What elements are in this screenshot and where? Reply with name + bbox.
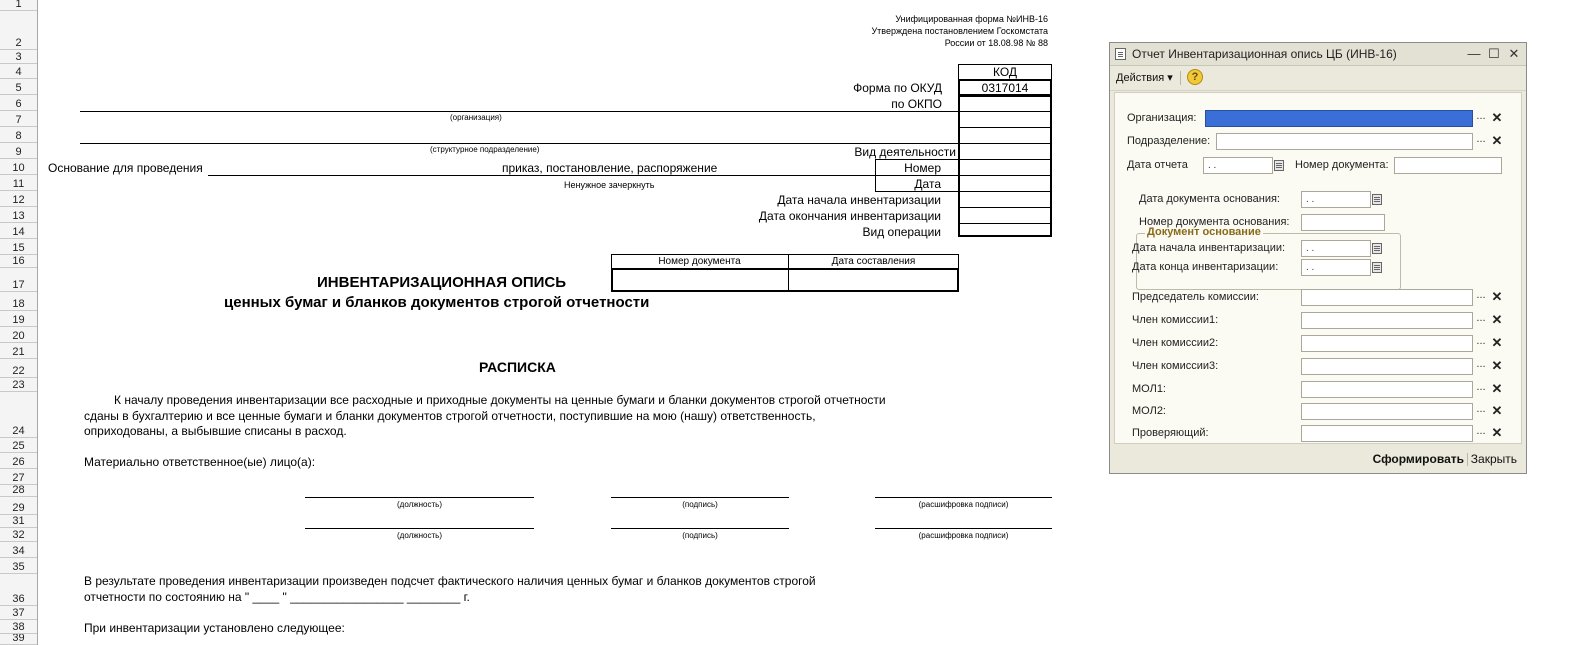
person-label: Проверяющий:: [1132, 427, 1209, 439]
report-date-input[interactable]: . .: [1203, 157, 1273, 174]
inv-end-date-label: Дата конца инвентаризации:: [1132, 261, 1279, 273]
organization-select-button[interactable]: ...: [1476, 110, 1486, 122]
okud-value: 0317014: [958, 79, 1052, 96]
row-number[interactable]: 35: [0, 558, 37, 574]
person-input[interactable]: [1301, 312, 1473, 329]
doc-number-col: Номер документа: [658, 256, 741, 267]
caption-decode-1: (расшифровка подписи): [918, 500, 1009, 509]
row-number[interactable]: 39: [0, 634, 37, 645]
para3: При инвентаризации установлено следующее:: [84, 621, 345, 635]
row-number[interactable]: 19: [0, 311, 37, 327]
row-number[interactable]: 25: [0, 438, 37, 453]
dialog-form-panel: [1114, 92, 1522, 444]
kod-header: КОД: [958, 64, 1052, 80]
row-number[interactable]: 3: [0, 50, 37, 64]
row-number[interactable]: 16: [0, 255, 37, 268]
row-number[interactable]: 11: [0, 175, 37, 191]
person-label: МОЛ2:: [1132, 405, 1166, 417]
dialog-title: Отчет Инвентаризационная опись ЦБ (ИНВ-16): [1132, 47, 1397, 61]
person-label: МОЛ1:: [1132, 383, 1166, 395]
subdivision-label: Подразделение:: [1127, 135, 1211, 147]
toolbar-separator: [1180, 71, 1181, 85]
title-main: ИНВЕНТАРИЗАЦИОННАЯ ОПИСЬ: [317, 274, 567, 291]
person-select-button[interactable]: ...: [1476, 289, 1486, 301]
row-header: [0, 0, 38, 645]
row-number[interactable]: 24: [0, 392, 37, 438]
caption-decode-2: (расшифровка подписи): [918, 531, 1009, 540]
basis-date-label: Дата документа основания:: [1139, 193, 1280, 205]
row-number[interactable]: 38: [0, 620, 37, 634]
form-header-1: Унифицированная форма №ИНВ-16: [895, 14, 1048, 24]
row-number[interactable]: 17: [0, 268, 37, 292]
row-number[interactable]: 23: [0, 378, 37, 392]
person-label: Председатель комиссии:: [1132, 291, 1259, 303]
inv-start-label: Дата начала инвентаризации: [777, 193, 941, 207]
basis-number-label: Номер документа основания:: [1139, 216, 1290, 228]
row-number[interactable]: 7: [0, 111, 37, 127]
doc-date-col: Дата составления: [831, 256, 916, 267]
footer-separator: [1467, 453, 1468, 466]
subdivision-clear-button[interactable]: ✕: [1491, 133, 1503, 148]
para2-line2: отчетности по состоянию на " ____ " _________________ ________ г.: [84, 590, 470, 604]
person-input[interactable]: [1301, 425, 1473, 442]
person-clear-button[interactable]: ✕: [1491, 358, 1503, 373]
row-number[interactable]: 29: [0, 497, 37, 515]
person-select-button[interactable]: ...: [1476, 335, 1486, 347]
person-label: Член комиссии1:: [1132, 314, 1219, 326]
organization-clear-button[interactable]: ✕: [1491, 110, 1503, 125]
person-select-button[interactable]: ...: [1476, 381, 1486, 393]
actions-menu[interactable]: Действия ▾: [1116, 72, 1173, 84]
form-header-3: России от 18.08.98 № 88: [944, 38, 1048, 48]
close-window-button[interactable]: ✕: [1508, 46, 1520, 61]
maximize-button[interactable]: ☐: [1488, 46, 1500, 61]
caption-position-2: (должность): [397, 531, 442, 540]
person-select-button[interactable]: ...: [1476, 403, 1486, 415]
help-icon[interactable]: ?: [1187, 69, 1203, 85]
dept-line: [80, 143, 960, 144]
op-type-label: Вид операции: [862, 225, 941, 239]
org-line: [80, 111, 960, 112]
para1-line1: К началу проведения инвентаризации все расходные и приходные документы на ценные бумаги и бланки документов строгой отчетности: [114, 393, 886, 407]
date-label: Дата: [914, 177, 941, 191]
dept-caption: (структурное подразделение): [430, 145, 540, 154]
row-number[interactable]: 31: [0, 515, 37, 528]
doc-table-body: [611, 268, 959, 292]
row-number[interactable]: 26: [0, 453, 37, 469]
calendar-icon[interactable]: [1370, 241, 1384, 256]
row-number[interactable]: 37: [0, 606, 37, 620]
subdivision-input[interactable]: [1216, 133, 1473, 150]
caption-position-1: (должность): [397, 500, 442, 509]
okpo-label: по ОКПО: [891, 97, 942, 111]
receipt-title: РАСПИСКА: [479, 359, 556, 375]
row-number[interactable]: 34: [0, 542, 37, 558]
row-number[interactable]: 18: [0, 292, 37, 311]
row-number[interactable]: 10: [0, 159, 37, 175]
row-number[interactable]: 6: [0, 95, 37, 111]
person-select-button[interactable]: ...: [1476, 312, 1486, 324]
row-number[interactable]: 20: [0, 327, 37, 343]
minimize-button[interactable]: —: [1467, 46, 1481, 61]
organization-input[interactable]: [1205, 110, 1473, 127]
row-number[interactable]: 21: [0, 343, 37, 359]
person-select-button[interactable]: ...: [1476, 358, 1486, 370]
person-clear-button[interactable]: ✕: [1491, 381, 1503, 396]
person-clear-button[interactable]: ✕: [1491, 403, 1503, 418]
row-number[interactable]: 12: [0, 191, 37, 207]
report-date-label: Дата отчета: [1127, 159, 1188, 171]
row-number[interactable]: 28: [0, 485, 37, 497]
person-select-button[interactable]: ...: [1476, 425, 1486, 437]
calendar-icon[interactable]: [1370, 260, 1384, 275]
dialog-titlebar[interactable]: [1110, 43, 1526, 66]
basis-value: приказ, постановление, распоряжение: [502, 161, 718, 175]
calendar-icon[interactable]: [1272, 158, 1286, 173]
mol-label: Материально ответственное(ые) лицо(а):: [84, 455, 316, 469]
dialog-footer: [1110, 445, 1526, 473]
para1-line2: сданы в бухгалтерию и все ценные бумаги и бланки документов строгой отчетности, поступившие на мою (нашу) ответственность,: [84, 409, 816, 423]
inv-start-date-input[interactable]: . .: [1301, 240, 1371, 257]
dialog-toolbar: [1110, 66, 1526, 91]
inv-end-label: Дата окончания инвентаризации: [758, 209, 941, 223]
person-clear-button[interactable]: ✕: [1491, 289, 1503, 304]
para1-line3: оприходованы, а выбывшие списаны в расход.: [84, 424, 347, 438]
basis-number-input[interactable]: [1301, 214, 1385, 231]
person-label: Член комиссии3:: [1132, 360, 1219, 372]
person-clear-button[interactable]: ✕: [1491, 425, 1503, 440]
row-number[interactable]: 32: [0, 528, 37, 542]
row-number[interactable]: 9: [0, 143, 37, 159]
basis-label: Основание для проведения: [48, 161, 203, 175]
caption-signature-2: (подпись): [682, 531, 718, 540]
row-number[interactable]: 1: [0, 0, 37, 11]
code-column: [958, 95, 1052, 237]
doc-number-input[interactable]: [1394, 157, 1502, 174]
person-label: Член комиссии2:: [1132, 337, 1219, 349]
calendar-icon[interactable]: [1370, 192, 1384, 207]
basis-line: [208, 175, 876, 176]
inv-end-date-input[interactable]: . .: [1301, 259, 1371, 276]
person-clear-button[interactable]: ✕: [1491, 335, 1503, 350]
person-input[interactable]: [1301, 381, 1473, 398]
caption-signature-1: (подпись): [682, 500, 718, 509]
person-input[interactable]: [1301, 289, 1473, 306]
row-number[interactable]: 4: [0, 64, 37, 79]
row-number[interactable]: 13: [0, 207, 37, 223]
organization-label: Организация:: [1127, 112, 1197, 124]
subdivision-select-button[interactable]: ...: [1476, 133, 1486, 145]
row-number[interactable]: 27: [0, 469, 37, 485]
person-clear-button[interactable]: ✕: [1491, 312, 1503, 327]
report-dialog: [1109, 42, 1527, 474]
row-number[interactable]: 36: [0, 574, 37, 606]
row-number[interactable]: 5: [0, 79, 37, 95]
org-caption: (организация): [450, 113, 502, 122]
row-number[interactable]: 2: [0, 11, 37, 50]
generate-button[interactable]: Сформировать: [1372, 452, 1464, 466]
report-icon: [1115, 48, 1126, 60]
title-sub: ценных бумаг и бланков документов строгой отчетности: [224, 294, 650, 311]
number-label: Номер: [904, 161, 941, 175]
para2-line1: В результате проведения инвентаризации произведен подсчет фактического наличия ценных бумаг и бланков документов строгой: [84, 574, 816, 588]
close-button[interactable]: Закрыть: [1470, 452, 1517, 466]
row-number[interactable]: 15: [0, 239, 37, 255]
doc-number-label: Номер документа:: [1295, 159, 1389, 171]
row-number[interactable]: 8: [0, 127, 37, 143]
basis-document-group-title: Документ основание: [1147, 226, 1261, 238]
okud-label: Форма по ОКУД: [853, 81, 942, 95]
person-input[interactable]: [1301, 335, 1473, 352]
row-number[interactable]: 22: [0, 359, 37, 378]
inv-start-date-label: Дата начала инвентаризации:: [1132, 242, 1286, 254]
person-input[interactable]: [1301, 403, 1473, 420]
form-header-2: Утверждена постановлением Госкомстата: [871, 26, 1048, 36]
row-number[interactable]: 14: [0, 223, 37, 239]
strike-note: Ненужное зачеркнуть: [564, 180, 655, 190]
activity-label: Вид деятельности: [854, 145, 956, 159]
person-input[interactable]: [1301, 358, 1473, 375]
basis-date-input[interactable]: . .: [1301, 191, 1371, 208]
